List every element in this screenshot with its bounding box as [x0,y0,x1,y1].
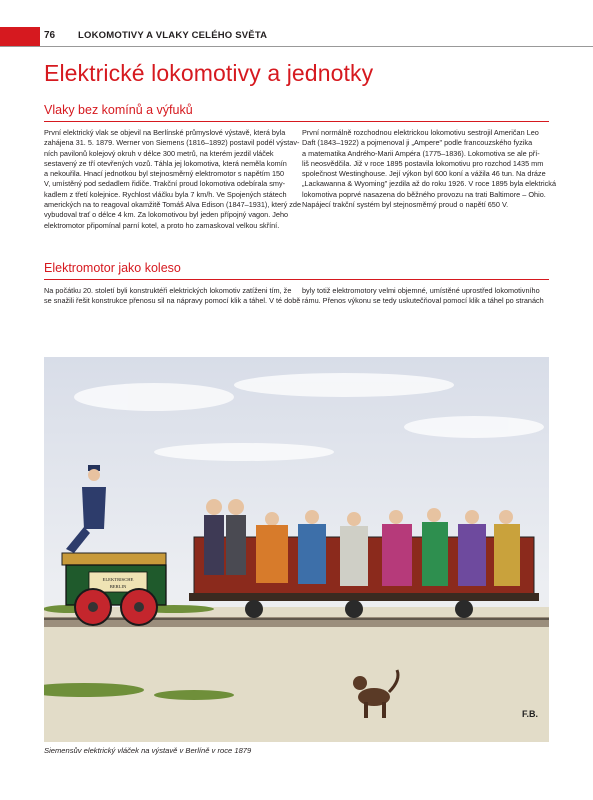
artist-signature: F.B. [522,709,539,719]
text-line: elektromotor připomínal parní kotel, a proto ho zamaskoval velkou skříní. [44,220,280,230]
passenger-figure [226,499,246,575]
text-line: V, umístěný pod sedadlem řidiče. Trakční proud lokomotiva odebírala smy- [44,179,286,189]
page-title: Elektrické lokomotivy a jednotky [44,60,374,86]
text-line: společnost Westinghouse. Její výkon byl 600 koní a vážila 46 tun. Na dráze [302,169,546,179]
text-line: ních pavilonů kolejový okruh v délce 300 metrů, na kterém jezdil vláček [44,148,274,158]
section-1-right-column [302,128,556,210]
carriage-wheel [245,600,263,618]
plate-text-2: BERLIN [109,584,127,589]
carriage-wheel [455,600,473,618]
text-line: amerických na to reagoval okamžitě Tomáš Alva Edison (1847–1931), který zde [44,200,302,210]
text-line: lokomotiva poprvé nasazena do běžného provozu na trati Baltimore – Ohio. [302,189,546,199]
passenger-figure [204,499,224,575]
text-line: liš neosvědčila. Již v roce 1895 postavila lokomotivu pro rozchod 1435 mm [302,158,544,168]
text-line: a matematika Andrého-Marii Ampéra (1775–1836). Lokomotiva se ale pří- [302,148,540,158]
text-line: kadlem z třetí kolejnice. Rychlost vláčku byla 7 km/h. Ve Spojených státech [44,189,287,199]
section-heading-2: Elektromotor jako koleso [44,261,181,275]
text-line: vybudoval trať o délce 4 km. Za lokomotivou byl jeden přípojný vagon. Jeho [44,210,289,220]
text-line: se snažili řešit konstrukce přenosu sil na nápravy pomocí klik a táhel. V té době [44,296,301,306]
plate-text-1: ELEKTRISCHE [102,577,134,582]
section-1-left-column [44,128,302,231]
header-red-block [0,27,40,46]
carriage-wheel [345,600,363,618]
section-heading-1: Vlaky bez komínů a výfuků [44,103,193,117]
section-rule-1 [44,121,549,122]
section-2-right-column [302,286,552,307]
text-line: byly totiž elektromotory velmi objemné, umístěné uprostřed lokomotivního [302,286,540,295]
text-line: Na počátku 20. století byli konstruktéři elektrických lokomotiv zatíženi tím, že [44,286,292,295]
text-line: Daft (1843–1922) a pojmenoval ji „Ampere" podle francouzského fyzika [302,138,533,148]
section-rule-2 [44,279,549,280]
text-line: První normálně rozchodnou elektrickou lokomotivu sestrojil Američan Leo [302,128,539,137]
illustration-caption: Siemensův elektrický vláček na výstavě v Berlíně v roce 1879 [44,746,252,755]
section-2-left-column [44,286,301,307]
text-line: sestavený ze tří otevřených vozů. Táhla jej lokomotiva, která neměla komín [44,158,287,168]
page-number: 76 [44,30,56,41]
siemens-train-illustration [44,357,549,742]
text-line: Napájecí trakční systém byl stejnosměrný proud o napětí 650 V. [302,200,509,210]
text-line: rámu. Přenos výkonu se tedy uskutečňoval pomocí klik a táhel po stranách [302,296,544,306]
header-rule [0,46,593,47]
ground [44,607,549,742]
text-line: „Lackawanna & Wyoming" jezdila až do roku 1926. V roce 1895 byla elektrická [302,179,556,189]
text-line: zahájena 31. 5. 1879. Werner von Siemens (1816–1892) postavil podél výstav- [44,138,300,148]
header-bar [0,27,593,46]
text-line: První elektrický vlak se objevil na Berlínské průmyslové výstavě, která byla [44,128,286,137]
text-line: a nekouřila. Hnací jednotkou byl stejnosměrný elektromotor s napětím 150 [44,169,285,179]
driver-seat [62,553,166,565]
running-title: LOKOMOTIVY A VLAKY CELÉHO SVĚTA [78,30,268,41]
